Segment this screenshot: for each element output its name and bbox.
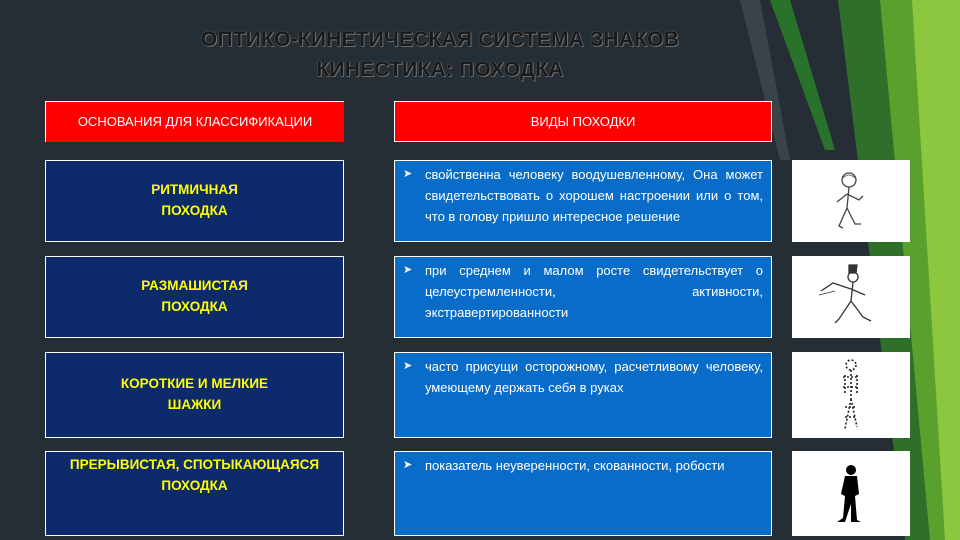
arrow-bullet-icon: ➤ — [403, 360, 413, 372]
title-line-2: КИНЕСТИКА: ПОХОДКА — [316, 58, 564, 81]
description-text: при среднем и малом росте свидетельствует о целеустремленности, активности, экстравертированности — [425, 263, 763, 320]
description-rhythmic — [394, 160, 772, 242]
striding-sketch-icon — [792, 256, 910, 338]
arrow-bullet-icon: ➤ — [403, 264, 413, 276]
dotted-figure-icon — [792, 352, 910, 438]
category-stumbling — [45, 451, 344, 536]
header-gait-types: ВИДЫ ПОХОДКИ — [394, 101, 772, 142]
category-sweeping — [45, 256, 344, 338]
category-label: РАЗМАШИСТАЯ ПОХОДКА — [141, 278, 248, 314]
category-label: ПРЕРЫВИСТАЯ, СПОТЫКАЮЩАЯСЯ ПОХОДКА — [69, 457, 320, 493]
header-classification-basis: ОСНОВАНИЯ ДЛЯ КЛАССИФИКАЦИИ — [45, 101, 344, 142]
description-text: часто присущи осторожному, расчетливому человеку, умеющему держать себя в руках — [425, 359, 763, 395]
category-rhythmic — [45, 160, 344, 242]
category-short-steps — [45, 352, 344, 438]
category-label: РИТМИЧНАЯ ПОХОДКА — [151, 182, 238, 218]
walking-sketch-icon — [792, 160, 910, 242]
category-label: КОРОТКИЕ И МЕЛКИЕ ШАЖКИ — [120, 376, 269, 412]
description-stumbling — [394, 451, 772, 536]
arrow-bullet-icon: ➤ — [403, 459, 413, 471]
silhouette-walker-icon — [792, 451, 910, 536]
description-sweeping — [394, 256, 772, 338]
description-text: свойственна человеку воодушевленному, Она может свидетельствовать о хорошем настроении или о том, что в голову пришло интересное решение — [425, 167, 763, 224]
description-text: показатель неуверенности, скованности, робости — [425, 458, 725, 473]
arrow-bullet-icon: ➤ — [403, 168, 413, 180]
title-line-1: ОПТИКО-КИНЕТИЧЕСКАЯ СИСТЕМА ЗНАКОВ — [200, 28, 680, 51]
description-short-steps — [394, 352, 772, 438]
